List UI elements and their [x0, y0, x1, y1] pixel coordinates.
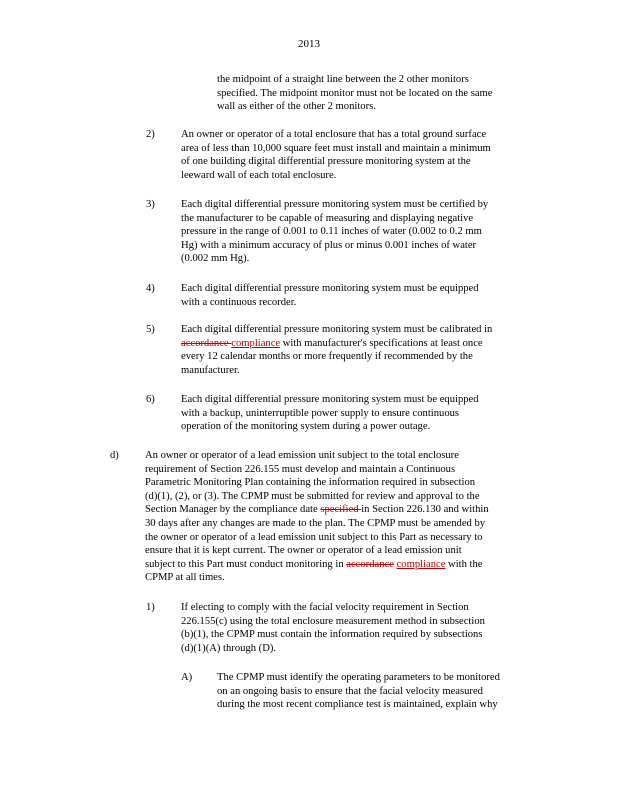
text-line: during the most recent compliance test is maintained, explain why: [217, 699, 498, 711]
text-line: Each digital differential pressure monitoring system must be calibrated in: [181, 324, 493, 335]
text-line: of one building digital differential pressure monitoring system at the: [181, 156, 471, 168]
text-line: [181, 337, 492, 351]
item-A-text: [217, 671, 500, 712]
item-2-text: [181, 128, 491, 182]
item-6-text: [181, 393, 479, 434]
text-line: Parametric Monitoring Plan containing the information required in subsection: [145, 477, 476, 489]
text-span: with the: [445, 558, 483, 570]
deleted-text: specified: [320, 504, 362, 516]
text-line: every 12 calendar months or more frequently if recommended by the: [181, 351, 473, 363]
text-line: on an ongoing basis to ensure that the facial velocity measured: [217, 685, 483, 697]
text-line: operation of the monitoring system during a power outage.: [181, 421, 431, 433]
text-line: leeward wall of each total enclosure.: [181, 169, 337, 181]
page-number: 2013: [298, 38, 320, 50]
text-span: with manufacturer's specifications at least once: [280, 337, 483, 349]
text-line: ensure that it is kept current. The owner or operator of a lead emission unit: [145, 545, 462, 557]
text-line: If electing to comply with the facial velocity requirement in Section: [181, 602, 469, 613]
item-label-6: 6): [146, 394, 155, 405]
text-line: An owner or operator of a total enclosure that has a total ground surface: [181, 129, 487, 140]
text-span: subject to this Part must conduct monitoring in: [145, 558, 347, 570]
item-label-d: d): [110, 450, 119, 461]
text-line: wall as either of the other 2 monitors.: [217, 101, 376, 113]
item-label-4: 4): [146, 283, 155, 294]
text-line: [145, 503, 489, 517]
text-span: in Section 226.130 and within: [361, 504, 489, 516]
item-d-text: [145, 449, 489, 585]
text-line: CPMP at all times.: [145, 572, 225, 584]
text-span: Section Manager by the compliance date: [145, 504, 321, 516]
text-line: (d)(1), (2), or (3). The CPMP must be submitted for review and approval to the: [145, 490, 480, 502]
item-label-5: 5): [146, 324, 155, 335]
text-line: Each digital differential pressure monitoring system must be equipped: [181, 394, 479, 405]
text-line: area of less than 10,000 square feet must install and maintain a minimum: [181, 142, 491, 154]
deleted-text: accordance: [181, 337, 232, 349]
text-line: specified. The midpoint monitor must not be located on the same: [217, 87, 493, 99]
item-label-3: 3): [146, 199, 155, 210]
text-line: pressure in the range of 0.001 to 0.11 inches of water (0.002 to 0.2 mm: [181, 226, 482, 238]
text-line: Each digital differential pressure monitoring system must be equipped: [181, 283, 479, 294]
deleted-text: accordance: [346, 558, 394, 570]
text-line: [145, 558, 489, 572]
text-line: the manufacturer to be capable of measuring and displaying negative: [181, 212, 474, 224]
text-line: Hg) with a minimum accuracy of plus or minus 0.001 inches of water: [181, 239, 477, 251]
inserted-text: compliance: [231, 337, 281, 349]
item-5-text: [181, 323, 492, 377]
text-line: the owner or operator of a lead emission unit subject to this Part as necessary to: [145, 531, 483, 543]
item-label-2: 2): [146, 129, 155, 140]
item-4-text: [181, 282, 479, 309]
text-line: An owner or operator of a lead emission unit subject to the total enclosure: [145, 450, 459, 461]
text-line: The CPMP must identify the operating parameters to be monitored: [217, 672, 500, 683]
continued-paragraph: [217, 73, 492, 114]
item-d1-text: [181, 601, 485, 655]
text-line: with a backup, uninterruptible power supply to ensure continuous: [181, 407, 460, 419]
text-line: (b)(1), the CPMP must contain the information required by subsections: [181, 629, 483, 641]
item-label-A: A): [181, 672, 193, 683]
text-line: manufacturer.: [181, 364, 240, 376]
text-line: 30 days after any changes are made to the plan. The CPMP must be amended by: [145, 517, 486, 529]
text-line: Each digital differential pressure monitoring system must be certified by: [181, 199, 489, 210]
inserted-text: compliance: [396, 558, 446, 570]
item-3-text: [181, 198, 488, 266]
text-line: the midpoint of a straight line between the 2 other monitors: [217, 74, 469, 85]
text-line: requirement of Section 226.155 must develop and maintain a Continuous: [145, 463, 456, 475]
text-line: with a continuous recorder.: [181, 296, 297, 308]
item-label-d1: 1): [146, 602, 155, 613]
text-line: (d)(1)(A) through (D).: [181, 642, 277, 654]
text-line: (0.002 mm Hg).: [181, 253, 250, 265]
text-line: 226.155(c) using the total enclosure measurement method in subsection: [181, 615, 485, 627]
